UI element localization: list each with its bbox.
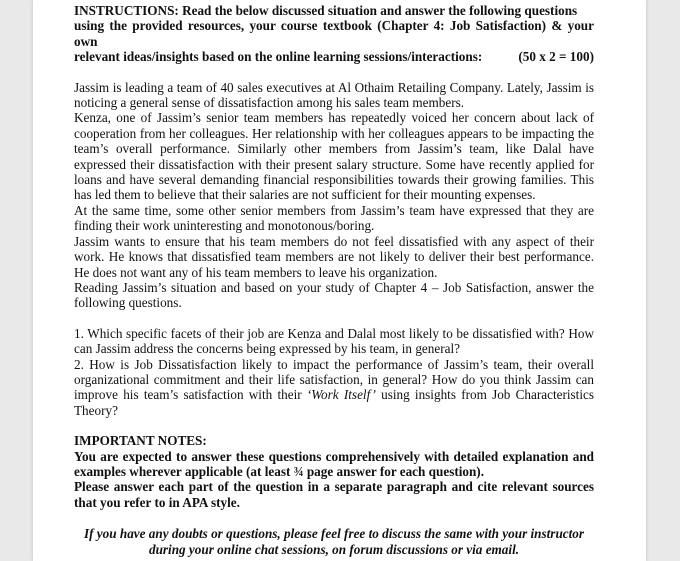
question-2	[74, 357, 594, 419]
question-2-italic: ‘Work Itself’	[306, 387, 376, 403]
case-study	[74, 80, 594, 311]
question-2-text-end: using insights from Job Characteristics Theory?	[74, 387, 594, 418]
instructions-block	[74, 3, 594, 65]
closing-note	[74, 526, 594, 557]
case-paragraph-2: Kenza, one of Jassim’s senior team members has repeatedly voiced her concern about lack of cooperation from her colleagues. Her relationship with her colleagues appears to be impacting the team’s overall performance. Similarly other members from Jassim’s team, like Dalal have expressed their dissatisfaction with their present salary structure. Some have recently applied for loans and have several demanding financial responsibilities towards their growing families. This has led them to believe that their salaries are not sufficient for their mounting expenses.	[74, 110, 594, 203]
questions	[74, 326, 594, 418]
document-content	[74, 3, 594, 557]
instructions-line-3: relevant ideas/insights based on the online learning sessions/interactions:	[74, 49, 483, 65]
closing-line-2: during your online chat sessions, on forum discussions or via email.	[148, 541, 520, 557]
closing-line-1: If you have any doubts or questions, please feel free to discuss the same with your instructor	[83, 526, 585, 542]
instructions-line-3-row	[74, 49, 594, 64]
marks-label: (50 x 2 = 100)	[518, 49, 594, 65]
document-page	[33, 0, 646, 561]
important-notes	[74, 433, 594, 510]
question-2-text-start: 2. How is Job Dissatisfaction likely to impact the performance of Jassim’s team, their overall organizational commitment and their life satisfaction, in general? How do you think Jassim can improve his team’s satisfaction with their	[74, 356, 594, 403]
instructions-line-1: INSTRUCTIONS: Read the below discussed situation and answer the following questions	[74, 3, 578, 18]
note-1: You are expected to answer these questions comprehensively with detailed explanation and examples wherever applicable (at least ¾ page answer for each question).	[74, 448, 594, 479]
case-paragraph-4: Jassim wants to ensure that his team members do not feel dissatisfied with any aspect of their work. He knows that dissatisfied team members are not likely to deliver their best performance. He does not want any of his team members to leave his organization.	[74, 233, 594, 280]
question-1: 1. Which specific facets of their job are Kenza and Dalal most likely to be dissatisfied with? How can Jassim address the concerns being expressed by his team, in general?	[74, 325, 594, 357]
notes-heading: IMPORTANT NOTES:	[74, 433, 207, 449]
note-2: Please answer each part of the question in a separate paragraph and cite relevant sources that you refer to in APA style.	[74, 479, 594, 510]
case-paragraph-1: Jassim is leading a team of 40 sales executives at Al Othaim Retailing Company. Lately, Jassim is noticing a general sense of dissatisfaction among his sales team members.	[74, 79, 594, 111]
case-paragraph-5: Reading Jassim’s situation and based on your study of Chapter 4 – Job Satisfaction, answer the following questions.	[74, 279, 594, 311]
case-paragraph-3: At the same time, some other senior members from Jassim’s team have expressed that they are finding their work uninteresting and monotonous/boring.	[74, 202, 594, 234]
instructions-line-2: using the provided resources, your course textbook (Chapter 4: Job Satisfaction) & your own	[74, 18, 594, 49]
